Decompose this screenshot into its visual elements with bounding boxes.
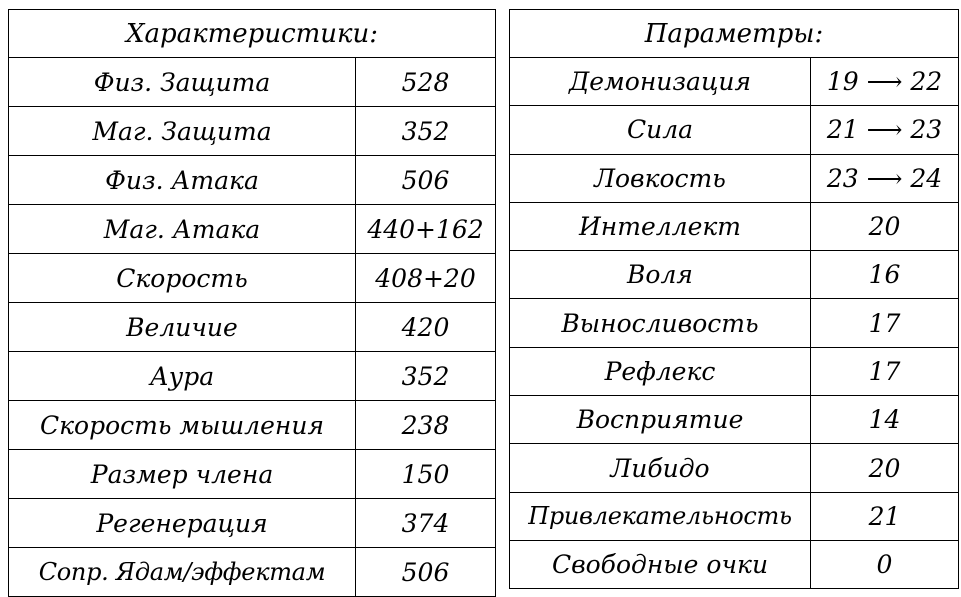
stat-label: Скорость мышления	[9, 401, 356, 450]
table-row	[510, 251, 959, 299]
stat-value: 238	[356, 401, 496, 450]
param-label: Рефлекс	[510, 347, 811, 395]
param-label: Привлекательность	[510, 492, 811, 540]
param-label: Воля	[510, 251, 811, 299]
characteristics-header: Характеристики:	[9, 10, 496, 58]
param-value: 14	[811, 396, 959, 444]
stat-value: 528	[356, 58, 496, 107]
table-row	[9, 107, 496, 156]
param-label: Либидо	[510, 444, 811, 492]
table-row	[9, 205, 496, 254]
stat-label: Маг. Атака	[9, 205, 356, 254]
param-label: Интеллект	[510, 202, 811, 250]
param-value: 16	[811, 251, 959, 299]
stat-label: Регенерация	[9, 499, 356, 548]
param-label: Демонизация	[510, 58, 811, 106]
param-value: 21	[811, 492, 959, 540]
parameters-table	[509, 9, 959, 589]
characteristics-table	[8, 9, 496, 597]
param-value: 21 ⟶ 23	[811, 106, 959, 154]
table-row	[9, 58, 496, 107]
stat-value: 506	[356, 156, 496, 205]
param-value: 20	[811, 202, 959, 250]
stat-value: 408+20	[356, 254, 496, 303]
table-row	[510, 58, 959, 106]
stat-label: Аура	[9, 352, 356, 401]
table-row	[510, 492, 959, 540]
table-row	[510, 154, 959, 202]
stat-value: 352	[356, 107, 496, 156]
stat-label: Размер члена	[9, 450, 356, 499]
table-row	[510, 347, 959, 395]
stat-value: 150	[356, 450, 496, 499]
param-value: 23 ⟶ 24	[811, 154, 959, 202]
table-row	[510, 540, 959, 588]
stat-label: Физ. Атака	[9, 156, 356, 205]
stat-label: Величие	[9, 303, 356, 352]
parameters-header-row	[510, 10, 959, 58]
param-value: 19 ⟶ 22	[811, 58, 959, 106]
param-value: 17	[811, 347, 959, 395]
param-value: 0	[811, 540, 959, 588]
param-label: Восприятие	[510, 396, 811, 444]
stat-value: 374	[356, 499, 496, 548]
characteristics-header-row	[9, 10, 496, 58]
table-row	[9, 401, 496, 450]
param-value: 20	[811, 444, 959, 492]
table-row	[510, 106, 959, 154]
table-row	[9, 156, 496, 205]
stat-value: 506	[356, 548, 496, 597]
param-label: Выносливость	[510, 299, 811, 347]
stat-value: 420	[356, 303, 496, 352]
table-row	[510, 396, 959, 444]
table-row	[9, 303, 496, 352]
table-row	[510, 444, 959, 492]
parameters-header: Параметры:	[510, 10, 959, 58]
param-label: Сила	[510, 106, 811, 154]
stat-value: 440+162	[356, 205, 496, 254]
param-label: Свободные очки	[510, 540, 811, 588]
table-row	[9, 352, 496, 401]
stat-label: Маг. Защита	[9, 107, 356, 156]
table-row	[510, 299, 959, 347]
table-row	[9, 450, 496, 499]
stat-label: Физ. Защита	[9, 58, 356, 107]
param-value: 17	[811, 299, 959, 347]
table-row	[510, 202, 959, 250]
stat-label: Скорость	[9, 254, 356, 303]
param-label: Ловкость	[510, 154, 811, 202]
table-row	[9, 499, 496, 548]
table-row	[9, 254, 496, 303]
stat-value: 352	[356, 352, 496, 401]
stat-label: Сопр. Ядам/эффектам	[9, 548, 356, 597]
table-row	[9, 548, 496, 597]
